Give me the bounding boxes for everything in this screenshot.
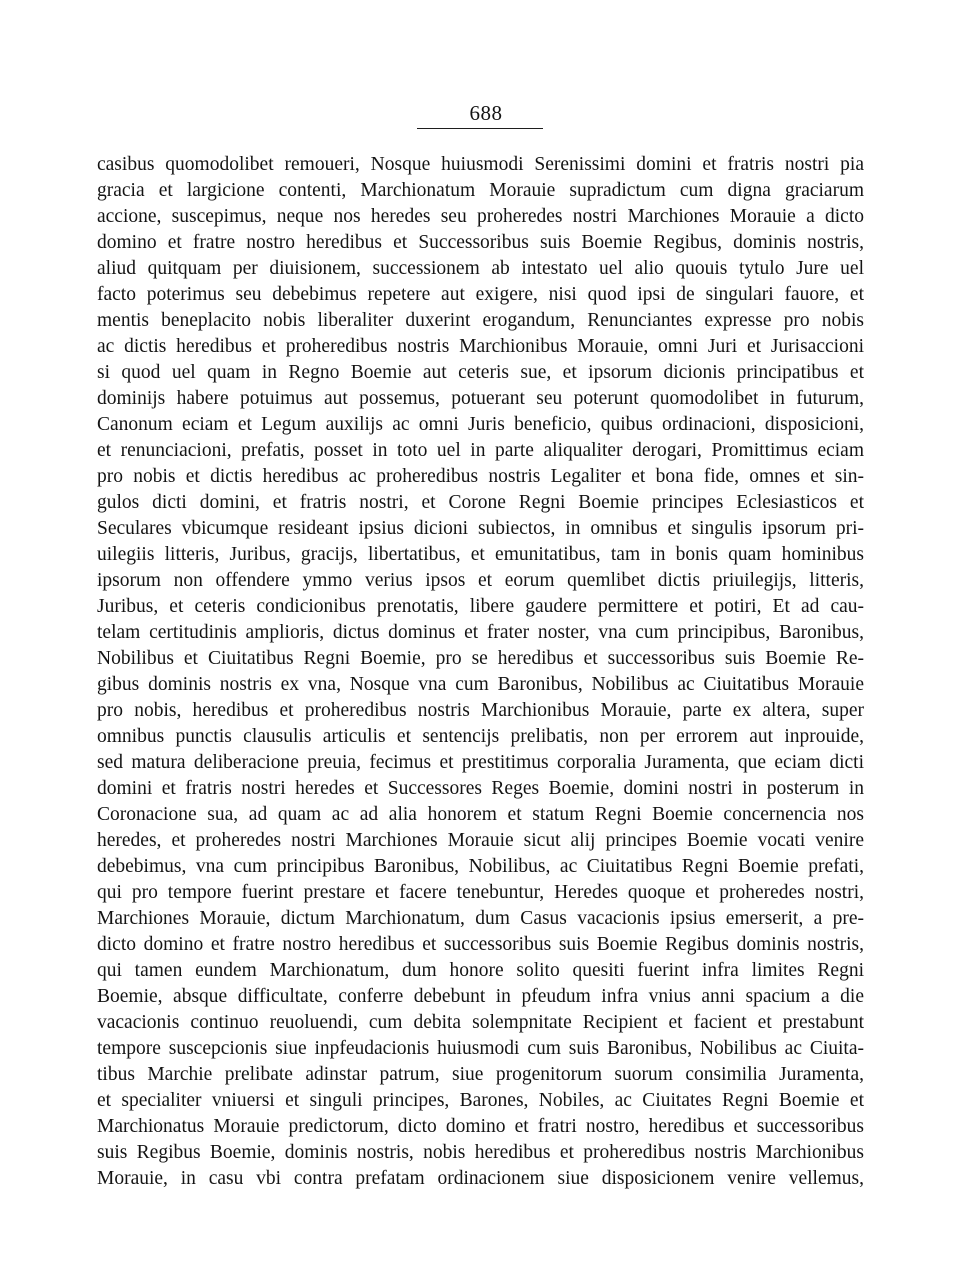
text-line: Coronacione sua, ad quam ac ad alia honorem et statum Regni Boemie concernencia nos: [97, 804, 864, 825]
text-line: omnibus punctis clausulis articulis et sentencijs prelibatis, non per errorem aut inprouide,: [97, 726, 864, 747]
body-text: [97, 152, 864, 1192]
text-line: debebimus, vna cum principibus Baronibus, Nobilibus, ac Ciuitatibus Regni Boemie prefati,: [97, 856, 864, 877]
text-line: telam certitudinis amplioris, dictus dominus et frater noster, vna cum principibus, Baronibus,: [97, 622, 864, 643]
text-line: gracia et largicione contenti, Marchionatum Morauie supradictum cum digna graciarum: [97, 180, 864, 201]
text-line: vacacionis continuo reuoluendi, cum debita solempnitate Recipient et facient et prestabunt: [97, 1012, 864, 1033]
text-line: tibus Marchie prelibate adinstar patrum, siue progenitorum suorum consimilia Juramenta,: [97, 1064, 864, 1085]
text-line: gibus dominis nostris ex vna, Nosque vna cum Baronibus, Nobilibus ac Ciuitatibus Morauie: [97, 674, 864, 695]
text-line: ac dictis heredibus et proheredibus nostris Marchionibus Morauie, omni Juri et Jurisaccioni: [97, 336, 864, 357]
text-line: aliud quitquam per diuisionem, successionem ab intestato uel alio quouis tytulo Jure uel: [97, 258, 864, 279]
text-line: et specialiter vniuersi et singuli principes, Barones, Nobiles, ac Ciuitates Regni Boemie et: [97, 1090, 864, 1111]
text-line: qui pro tempore fuerint prestare et facere tenebuntur, Heredes quoque et proheredes nostri,: [97, 882, 864, 903]
text-line: qui tamen eundem Marchionatum, dum honore solito quesiti fuerint infra limites Regni: [97, 960, 864, 981]
text-line: dicto domino et fratre nostro heredibus et successoribus suis Boemie Regibus dominis nostris,: [97, 934, 864, 955]
text-line: si quod uel quam in Regno Boemie aut ceteris sue, et ipsorum dicionis principatibus et: [97, 362, 864, 383]
text-line: Morauie, in casu vbi contra prefatam ordinacionem siue disposicionem venire vellemus,: [97, 1168, 864, 1189]
text-line: pro nobis et dictis heredibus ac proheredibus nostris Legaliter et bona fide, omnes et sin-: [97, 466, 864, 487]
text-line: suis Regibus Boemie, dominis nostris, nobis heredibus et proheredibus nostris Marchionibus: [97, 1142, 864, 1163]
text-line: casibus quomodolibet remoueri, Nosque huiusmodi Serenissimi domini et fratris nostri pia: [97, 154, 864, 175]
text-line: facto poterimus seu debebimus repetere aut exigere, nisi quod ipsi de singulari fauore, et: [97, 284, 864, 305]
text-line: Canonum eciam et Legum auxilijs ac omni Juris beneficio, quibus ordinacioni, disposicioni,: [97, 414, 864, 435]
text-line: Nobilibus et Ciuitatibus Regni Boemie, pro se heredibus et successoribus suis Boemie Re-: [97, 648, 864, 669]
text-line: uilegiis litteris, Juribus, gracijs, libertatibus, et emunitatibus, tam in bonis quam hominibus: [97, 544, 864, 565]
text-line: sed matura deliberacione preuia, fecimus et prestitimus corporalia Juramenta, que eciam dicti: [97, 752, 864, 773]
text-line: domini et fratris nostri heredes et Successores Reges Boemie, domini nostri in posterum in: [97, 778, 864, 799]
text-line: pro nobis, heredibus et proheredibus nostris Marchionibus Morauie, parte ex altera, super: [97, 700, 864, 721]
text-line: et renunciacioni, prefatis, posset in toto uel in parte aliqualiter derogari, Promittimus eciam: [97, 440, 864, 461]
text-line: Boemie, absque difficultate, conferre debebunt in pfeudum infra vnius anni spacium a die: [97, 986, 864, 1007]
text-line: tempore suscepcionis siue inpfeudacionis huiusmodi cum suis Baronibus, Nobilibus ac Ciuita-: [97, 1038, 864, 1059]
text-line: Seculares vbicumque resideant ipsius dicioni subiectos, in omnibus et singulis ipsorum pri-: [97, 518, 864, 539]
text-line: gulos dicti domini, et fratris nostri, et Corone Regni Boemie principes Eclesiasticos et: [97, 492, 864, 513]
text-line: Marchiones Morauie, dictum Marchionatum, dum Casus vacacionis ipsius emerserit, a pre-: [97, 908, 864, 929]
text-line: Juribus, et ceteris condicionibus prenotatis, libere gaudere permittere et potiri, Et ad cau-: [97, 596, 864, 617]
text-line: accione, suscepimus, neque nos heredes seu proheredes nostri Marchiones Morauie a dicto: [97, 206, 864, 227]
text-line: mentis beneplacito nobis liberaliter duxerint erogandum, Renunciantes expresse pro nobis: [97, 310, 864, 331]
text-line: ipsorum non offendere ymmo verius ipsos et eorum quemlibet dictis priuilegijs, litteris,: [97, 570, 864, 591]
header-rule: [417, 128, 543, 129]
text-line: dominijs habere potuimus aut possemus, potuerant seu poterunt quomodolibet in futurum,: [97, 388, 864, 409]
text-line: domino et fratre nostro heredibus et Successoribus suis Boemie Regibus, dominis nostris,: [97, 232, 864, 253]
page-number: 688: [469, 101, 503, 125]
text-line: Marchionatus Morauie predictorum, dicto domino et fratri nostro, heredibus et successoribus: [97, 1116, 864, 1137]
text-line: heredes, et proheredes nostri Marchiones Morauie sicut alij principes Boemie vocati venire: [97, 830, 864, 851]
